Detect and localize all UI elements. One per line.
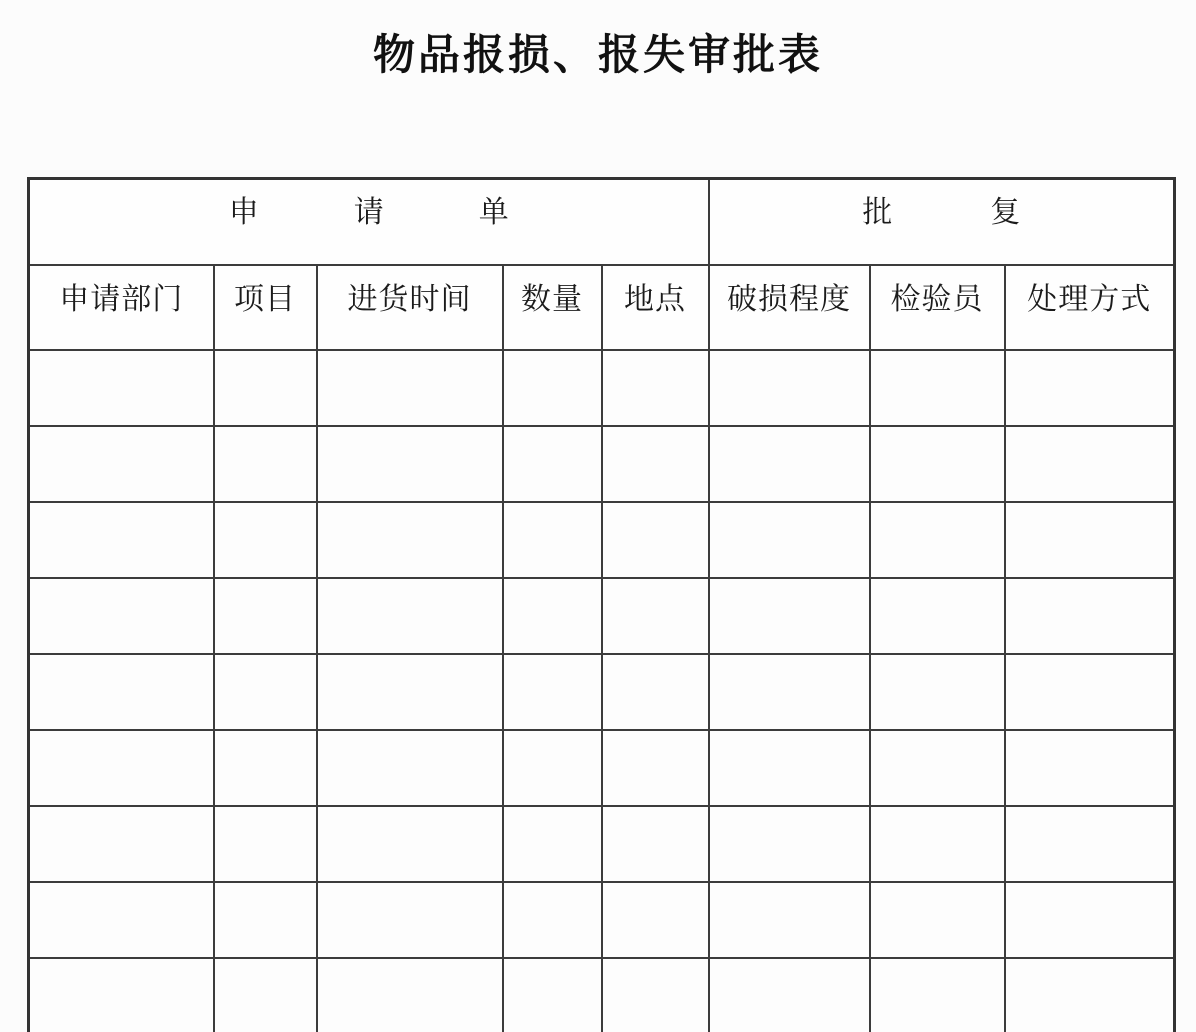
empty-cell [503, 578, 602, 654]
empty-cell [1005, 426, 1175, 502]
empty-cell [29, 882, 214, 958]
document-title: 物品报损、报失审批表 [372, 31, 823, 78]
empty-cell [503, 958, 602, 1032]
empty-cell [709, 958, 870, 1032]
empty-cell [870, 350, 1005, 426]
column-header-department: 申请部门 [29, 265, 214, 350]
empty-cell [29, 806, 214, 882]
group-header-approval: 批复 [709, 179, 1175, 265]
empty-cell [602, 654, 709, 730]
column-header-inspector: 检验员 [870, 265, 1005, 350]
approval-form-table [27, 177, 1176, 1032]
group-header-application: 申请单 [29, 179, 709, 265]
empty-cell [602, 578, 709, 654]
empty-cell [214, 806, 317, 882]
column-header-handling-method: 处理方式 [1005, 265, 1175, 350]
empty-cell [870, 426, 1005, 502]
empty-cell [1005, 958, 1175, 1032]
empty-cell [709, 654, 870, 730]
empty-cell [709, 502, 870, 578]
table-row [29, 426, 1175, 502]
column-header-purchase-time: 进货时间 [317, 265, 503, 350]
column-header-row [29, 265, 1175, 350]
column-header-quantity: 数量 [503, 265, 602, 350]
empty-cell [214, 578, 317, 654]
empty-cell [214, 882, 317, 958]
empty-cell [214, 730, 317, 806]
empty-cell [503, 730, 602, 806]
empty-cell [602, 882, 709, 958]
empty-cell [214, 654, 317, 730]
empty-cell [870, 502, 1005, 578]
empty-cell [317, 654, 503, 730]
empty-cell [503, 806, 602, 882]
empty-cell [709, 806, 870, 882]
empty-cell [317, 730, 503, 806]
empty-cell [29, 502, 214, 578]
empty-cell [709, 426, 870, 502]
group-header-row [29, 179, 1175, 265]
empty-cell [602, 350, 709, 426]
empty-cell [1005, 806, 1175, 882]
empty-cell [503, 426, 602, 502]
table-row [29, 502, 1175, 578]
empty-cell [29, 958, 214, 1032]
table-row [29, 578, 1175, 654]
empty-cell [1005, 502, 1175, 578]
empty-cell [870, 730, 1005, 806]
empty-cell [317, 578, 503, 654]
column-header-damage-degree: 破损程度 [709, 265, 870, 350]
empty-cell [709, 578, 870, 654]
empty-cell [317, 426, 503, 502]
table-row [29, 806, 1175, 882]
table-row [29, 350, 1175, 426]
empty-cell [602, 426, 709, 502]
empty-cell [317, 502, 503, 578]
empty-cell [709, 730, 870, 806]
empty-cell [870, 958, 1005, 1032]
empty-cell [602, 806, 709, 882]
empty-cell [1005, 654, 1175, 730]
empty-cell [503, 882, 602, 958]
empty-cell [317, 806, 503, 882]
table-row [29, 958, 1175, 1032]
empty-cell [503, 654, 602, 730]
empty-cell [29, 654, 214, 730]
column-header-location: 地点 [602, 265, 709, 350]
empty-cell [29, 350, 214, 426]
empty-cell [29, 426, 214, 502]
empty-cell [1005, 350, 1175, 426]
empty-cell [870, 806, 1005, 882]
table-row [29, 654, 1175, 730]
empty-cell [602, 502, 709, 578]
empty-cell [709, 350, 870, 426]
empty-cell [1005, 730, 1175, 806]
empty-cell [602, 958, 709, 1032]
empty-cell [317, 350, 503, 426]
form-body [29, 350, 1175, 1032]
empty-cell [602, 730, 709, 806]
empty-cell [317, 882, 503, 958]
empty-cell [503, 502, 602, 578]
empty-cell [29, 578, 214, 654]
empty-cell [214, 502, 317, 578]
column-header-item: 项目 [214, 265, 317, 350]
empty-cell [870, 882, 1005, 958]
empty-cell [29, 730, 214, 806]
table-row [29, 882, 1175, 958]
empty-cell [214, 958, 317, 1032]
empty-cell [1005, 882, 1175, 958]
empty-cell [1005, 578, 1175, 654]
empty-cell [214, 350, 317, 426]
empty-cell [503, 350, 602, 426]
empty-cell [317, 958, 503, 1032]
empty-cell [870, 578, 1005, 654]
empty-cell [214, 426, 317, 502]
empty-cell [870, 654, 1005, 730]
table-row [29, 730, 1175, 806]
empty-cell [709, 882, 870, 958]
